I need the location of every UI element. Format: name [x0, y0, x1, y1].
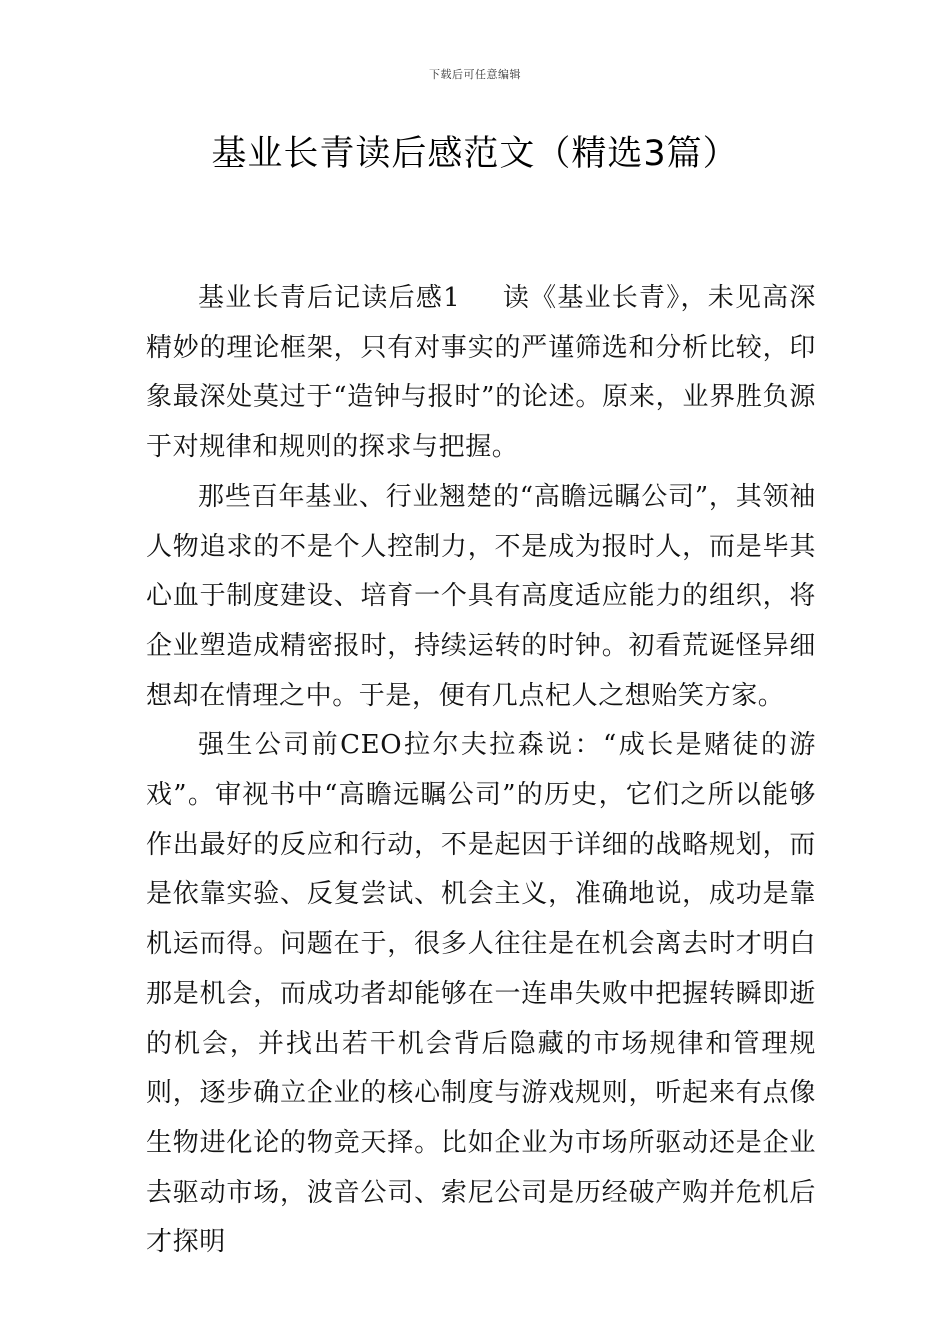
document-title: 基业长青读后感范文（精选3篇） [211, 134, 739, 174]
section-heading: 基业长青后记读后感1 [198, 283, 461, 313]
header-note: 下载后可任意编辑 [429, 68, 521, 81]
paragraph-1 [146, 274, 816, 473]
paragraph-2: 那些百年基业、行业翘楚的“高瞻远瞩公司”，其领袖人物追求的不是个人控制力，不是成为报时人，而是毕其心血于制度建设、培育一个具有高度适应能力的组织，将企业塑造成精密报时，持续运转的时钟。初看荒诞怪异细想却在情理之中。于是，便有几点杞人之想贻笑方家。 [146, 481, 816, 711]
paragraph-1-text: 读《基业长青》，未见高深精妙的理论框架，只有对事实的严谨筛选和分析比较，印象最深处莫过于“造钟与报时”的论述。原来，业界胜负源于对规律和规则的探求与把握。 [146, 283, 817, 463]
paragraph-3: 强生公司前CEO拉尔夫拉森说：“成长是赌徒的游戏”。审视书中“高瞻远瞩公司”的历史，它们之所以能够作出最好的反应和行动，不是起因于详细的战略规划，而是依靠实验、反复尝试、机会主义，准确地说，成功是靠机运而得。问题在于，很多人往往是在机会离去时才明白那是机会，而成功者却能够在一连串失败中把握转瞬即逝的机会，并找出若干机会背后隐藏的市场规律和管理规则，逐步确立企业的核心制度与游戏规则，听起来有点像生物进化论的物竞天择。比如企业为市场所驱动还是企业去驱动市场，波音公司、索尼公司是历经破产购并危机后才探明 [146, 730, 816, 1258]
document-body [146, 274, 816, 1268]
